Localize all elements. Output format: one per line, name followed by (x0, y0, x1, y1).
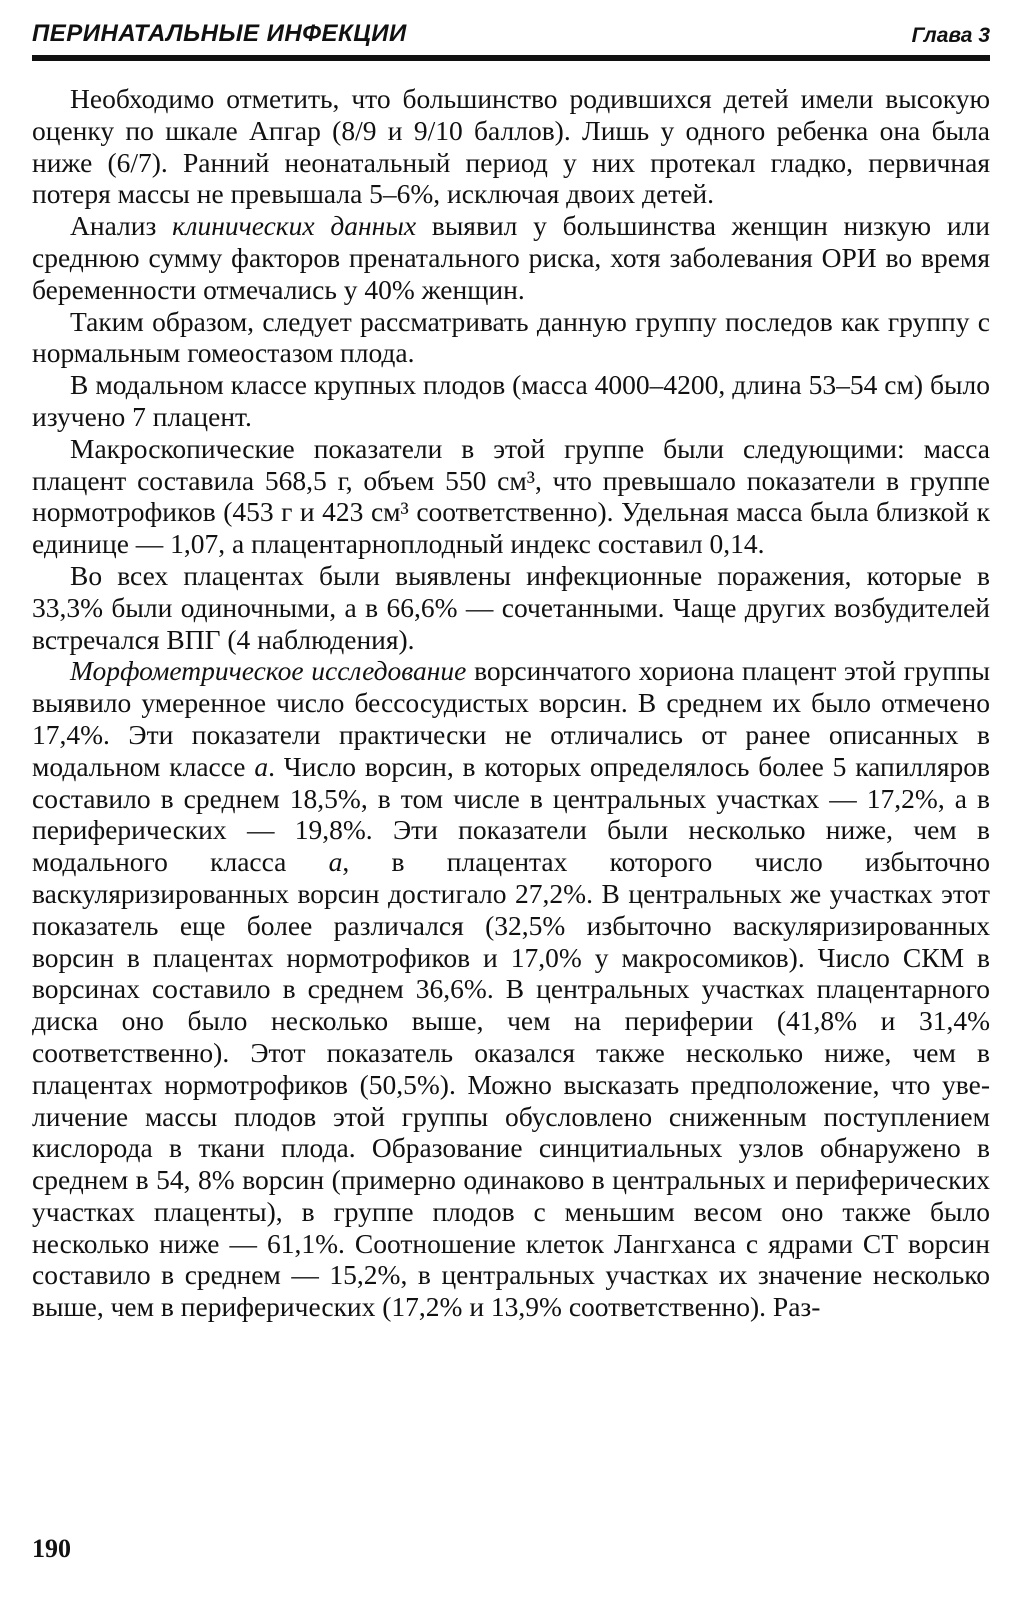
paragraph (32, 210, 990, 305)
text-run: Макроскопические показатели в этой группе были следующими: масса плацент составила 568,5 г, объем 550 см³, что превышало показатели в группе нормотрофиков (453 г и 423 см³ соответственно). Удельная масса была близкой к единице — 1,07, а плацентарноплодный индекс составил 0,14. (32, 432, 990, 560)
italic-run: Морфометрическое исследование (70, 655, 467, 687)
text-run: В модальном классе крупных плодов (масса 4000–4200, длина 53–54 см) было изучено 7 плацент. (32, 369, 990, 432)
italic-run: клинических данных (172, 210, 417, 242)
body-text (32, 83, 990, 1323)
paragraph (32, 306, 990, 370)
text-run: выявил у большинства женщин низкую или среднюю сумму факторов пренатального риска, хотя заболевания ОРИ во время беременности отмечались у 40% женщин. (32, 210, 990, 305)
paragraph (32, 655, 990, 1323)
text-run: Необходимо отметить, что большинство родившихся детей имели высокую оценку по шкале Апгар (8/9 и 9/10 баллов). Лишь у одного ребенка она была ниже (6/7). Ранний неонатальный период у них протекал гладко, первичная потеря массы не превышала 5–6%, исключая двоих детей. (32, 83, 990, 210)
page-number: 190 (32, 1534, 71, 1563)
text-run: , в плацентах которого число избыточно васкуляризированных ворсин достигало 27,2%. В центральных же участках этот показатель еще более различался (32,5% избыточно васкуляризированных ворсин в плацентах нормотрофиков и 17,0% у макросомиков). Число СКМ в ворсинах составило в среднем 36,6%. В центральных участках плацентарного диска оно было несколько выше, чем на периферии (41,8% и 31,4% соответственно). Этот показатель оказался также несколько ниже, чем в плацентах нормотрофиков (50,5%). Можно высказать предположение, что увеличение массы плодов этой группы обусловлено сниженным поступлением кислорода в ткани плода. Образование синцитиальных узлов обнаружено в среднем в 54, 8% ворсин (примерно одинаково в центральных и периферических участках плаценты), в группе плодов с меньшим весом оно также было несколько ниже — 61,1%. Соотношение клеток Лангханса с ядрами СТ ворсин составило в среднем — 15,2%, в центральных участках их значение несколько выше, чем в периферических (17,2% и 13,9% соответственно). Раз- (32, 846, 990, 1323)
text-run: Анализ (70, 210, 173, 242)
paragraph (32, 83, 990, 210)
running-header (32, 14, 990, 54)
italic-run: а (328, 846, 343, 878)
text-run: ворсинчатого хориона плацент этой группы выявило умеренное число бессосудистых ворсин. В среднем их было отмечено 17,4%. Эти показатели практически не отличались от ранее описанных в модальном классе (32, 655, 990, 782)
running-header-title: ПЕРИНАТАЛЬНЫЕ ИНФЕКЦИИ (32, 20, 407, 47)
header-rule (32, 55, 990, 61)
paragraph (32, 560, 990, 655)
text-run: Во всех плацентах были выявлены инфекционные поражения, которые в 33,3% были одиночными, а в 66,6% — сочетанными. Чаще других возбудителей встречался ВПГ (4 наблюдения). (32, 559, 990, 655)
chapter-label: Глава 3 (911, 24, 990, 47)
paragraph (32, 369, 990, 433)
italic-run: а (254, 750, 269, 782)
paragraph (32, 433, 990, 560)
text-run: Таким образом, следует рассматривать данную группу последов как группу с нормальным гомеостазом плода. (32, 305, 990, 369)
text-run: . Число ворсин, в которых определялось более 5 капилляров составило в среднем 18,5%, в том числе в центральных участках — 17,2%, а в периферических — 19,8%. Эти показатели были несколько ниже, чем в модального класса (32, 750, 991, 878)
